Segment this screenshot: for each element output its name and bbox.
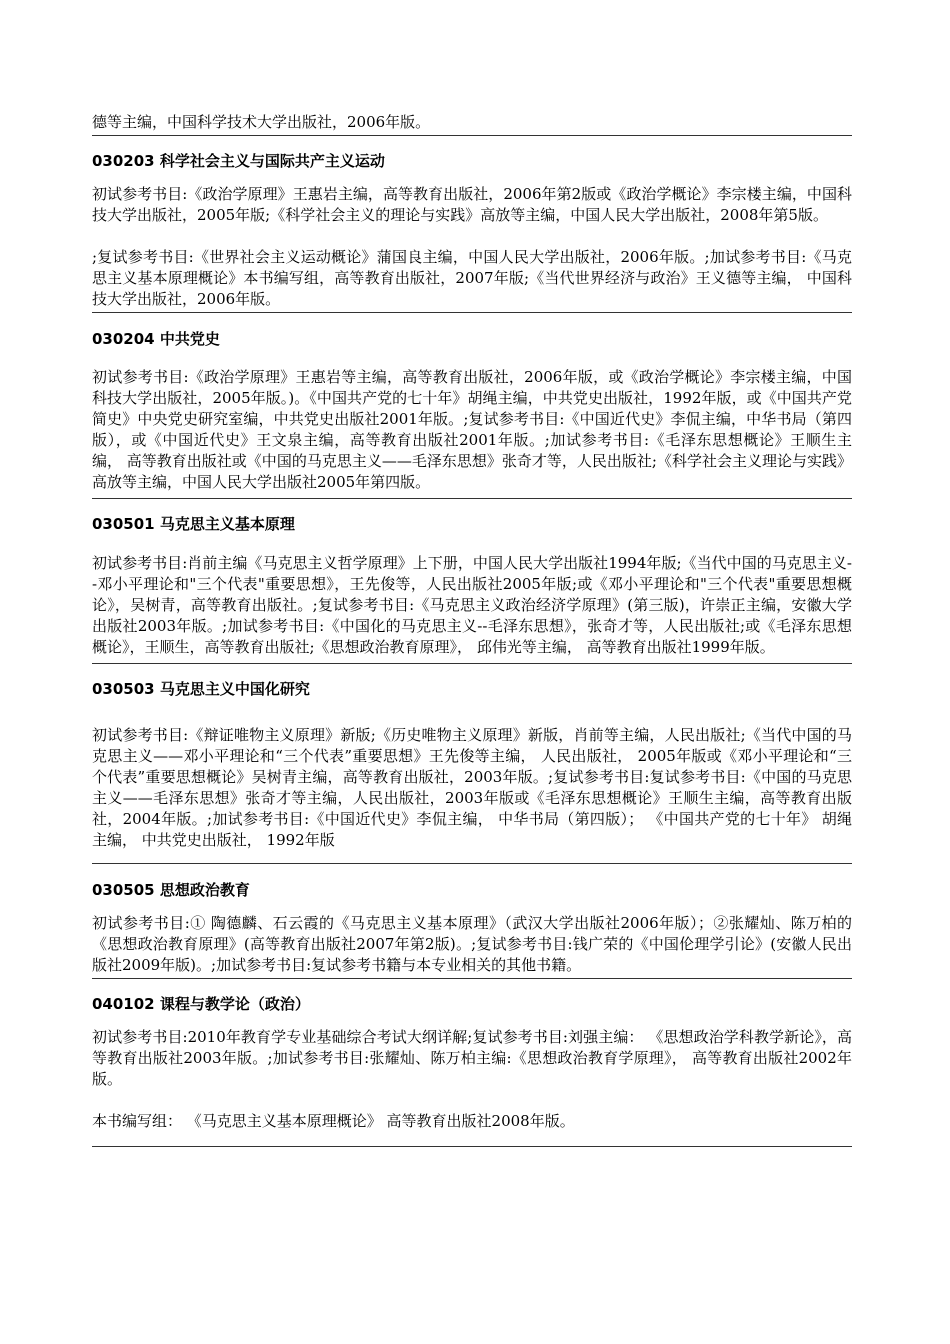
section-divider [92, 498, 852, 499]
section-title: 030501 马克思主义基本原理 [92, 515, 295, 533]
section-paragraph: 初试参考书目:2010年教育学专业基础综合考试大纲详解;复试参考书目:刘强主编： 《思想政治学科教学新论》，高等教育出版社2003年版。;加试参考书目:张耀灿、陈万柏主编:《思想政治教育学原理》， 高等教育出版社2002年版。 [92, 1028, 852, 1088]
document-page [92, 112, 852, 1147]
section-title: 030503 马克思主义中国化研究 [92, 680, 310, 698]
section-paragraph: 初试参考书目:《政治学原理》王惠岩主编，高等教育出版社，2006年第2版或《政治学概论》李宗楼主编，中国科技大学出版社，2005年版;《科学社会主义的理论与实践》高放等主编，中国人民大学出版社，2008年第5版。 [92, 185, 852, 224]
section-divider [92, 1146, 852, 1147]
section-paragraph: ;复试参考书目:《世界社会主义运动概论》蒲国良主编，中国人民大学出版社，2006年版。;加试参考书目:《马克思主义基本原理概论》本书编写组，高等教育出版社，2007年版;《当代世界经济与政治》王义德等主编， 中国科技大学出版社，2006年版。 [92, 248, 852, 308]
section-paragraph: 初试参考书目:《辩证唯物主义原理》新版;《历史唯物主义原理》新版，肖前等主编，人民出版社;《当代中国的马克思主义——邓小平理论和“三个代表”重要思想》王先俊等主编， 人民出版社， 2005年版或《邓小平理论和“三个代表”重要思想概论》吴树青主编，高等教育出版社，2003年版。;复试参考书目:复试参考书目:《中国的马克思主义——毛泽东思想》张奇才等主编，人民出版社，2003年版或《毛泽东思想概论》王顺生主编，高等教育出版社，2004年版。;加试参考书目:《中国近代史》李侃主编， 中华书局（第四版）； 《中国共产党的七十年》 胡绳主编， 中共党史出版社， 1992年版 [92, 726, 852, 849]
section-title: 040102 课程与教学论（政治） [92, 995, 310, 1013]
section-paragraph: 本书编写组： 《马克思主义基本原理概论》 高等教育出版社2008年版。 [92, 1112, 575, 1130]
section-divider [92, 978, 852, 979]
section-paragraph: 初试参考书目:肖前主编《马克思主义哲学原理》上下册，中国人民大学出版社1994年版;《当代中国的马克思主义--邓小平理论和"三个代表"重要思想》，王先俊等，人民出版社2005年版;或《邓小平理论和"三个代表"重要思想概论》，吴树青，高等教育出版社。;复试参考书目:《马克思主义政治经济学原理》(第三版)，许崇正主编，安徽大学出版社2003年版。;加试参考书目:《中国化的马克思主义--毛泽东思想》，张奇才等，人民出版社;或《毛泽东思想概论》，王顺生，高等教育出版社;《思想政治教育原理》， 邱伟光等主编， 高等教育出版社1999年版。 [92, 554, 852, 656]
section-paragraph: 初试参考书目:① 陶德麟、石云霞的《马克思主义基本原理》（武汉大学出版社2006年版）；②张耀灿、陈万柏的《思想政治教育原理》(高等教育出版社2007年第2版)。;复试参考书目:钱广荣的《中国伦理学引论》(安徽人民出版社2009年版)。;加试参考书目:复试参考书籍与本专业相关的其他书籍。 [92, 914, 852, 974]
section-paragraph: 初试参考书目:《政治学原理》王惠岩等主编，高等教育出版社，2006年版，或《政治学概论》李宗楼主编，中国科技大学出版社，2005年版。)。《中国共产党的七十年》胡绳主编，中共党史出版社，1992年版，或《中国共产党简史》中央党史研究室编，中共党史出版社2001年版。;复试参考书目:《中国近代史》李侃主编，中华书局（第四版），或《中国近代史》王文泉主编，高等教育出版社2001年版。;加试参考书目:《毛泽东思想概论》王顺生主编， 高等教育出版社或《中国的马克思主义——毛泽东思想》张奇才等，人民出版社;《科学社会主义理论与实践》高放等主编，中国人民大学出版社2005年第四版。 [92, 368, 852, 491]
section-title: 030204 中共党史 [92, 330, 220, 348]
section-divider [92, 135, 852, 136]
section-title: 030203 科学社会主义与国际共产主义运动 [92, 152, 385, 170]
section-divider [92, 663, 852, 664]
section-title: 030505 思想政治教育 [92, 881, 250, 899]
top-fragment-paragraph: 德等主编，中国科学技术大学出版社，2006年版。 [92, 113, 431, 131]
section-divider [92, 863, 852, 864]
section-divider [92, 312, 852, 313]
